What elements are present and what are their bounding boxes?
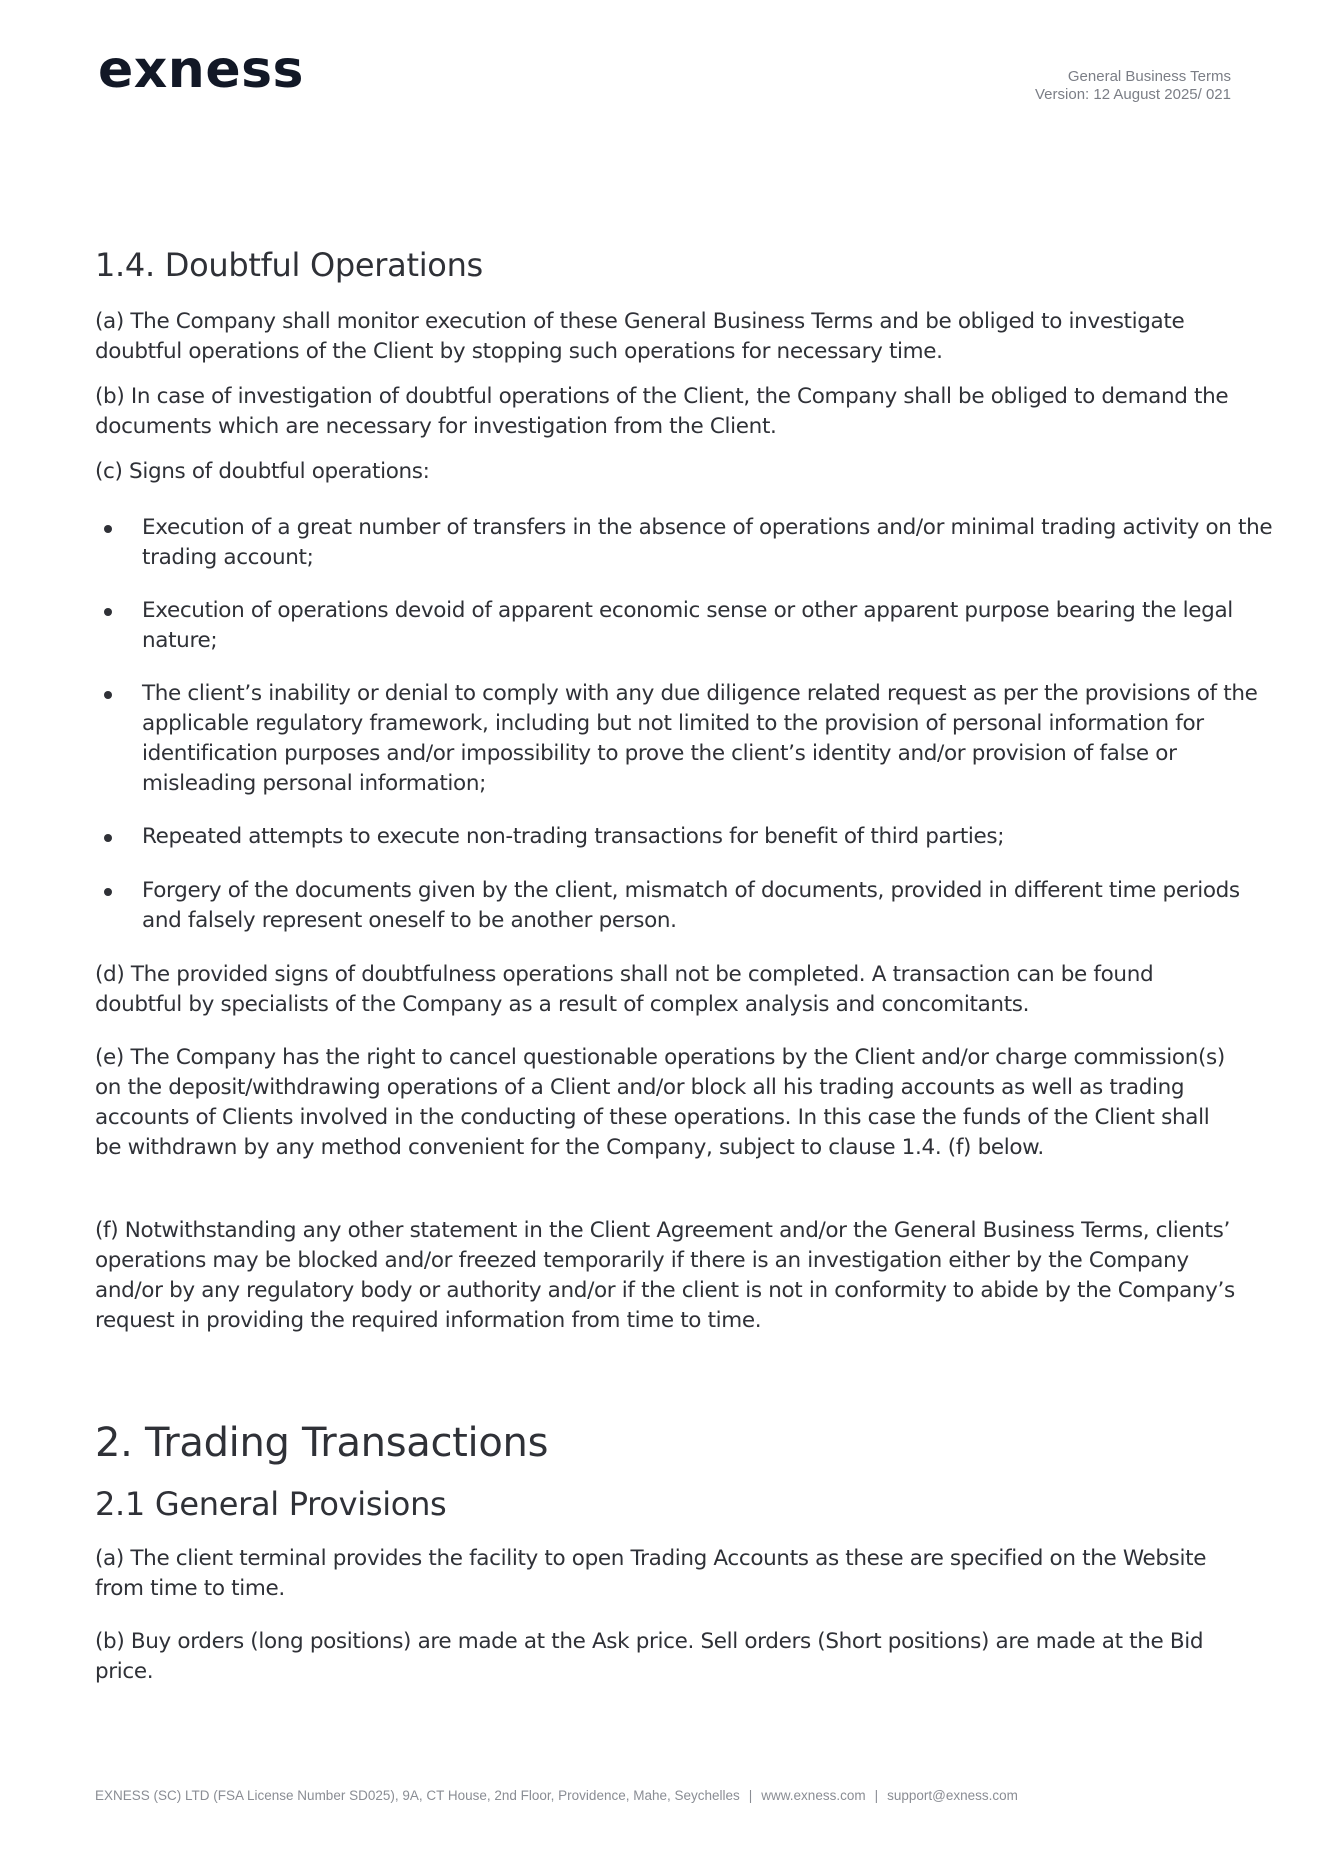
page-footer [95,1788,1018,1803]
paragraph-2-1-a: (a) The client terminal provides the facility to open Trading Accounts as these are specified on the Website from time to time. [95,1546,1207,1601]
bullet-icon [104,834,112,842]
paragraph-1-4-a: (a) The Company shall monitor execution of these General Business Terms and be obliged to investigate doubtful operations of the Client by stopping such operations for necessary time. [95,309,1185,364]
paragraph-1-4-c: (c) Signs of doubtful operations: [95,459,430,484]
section-heading-2-1: 2.1 General Provisions [95,1485,447,1523]
bullet-icon [104,525,112,533]
footer-company: EXNESS (SC) LTD (FSA License Number SD025), 9A, CT House, 2nd Floor, Providence, Mahe, Seychelles [95,1788,740,1803]
document-meta [1035,68,1231,104]
company-logo: exness [98,40,304,100]
list-item-text: Forgery of the documents given by the client, mismatch of documents, provided in different time periods and falsely represent oneself to be another person. [142,878,1240,933]
list-item-text: Execution of a great number of transfers in the absence of operations and/or minimal trading activity on the trading account; [142,515,1273,570]
list-item-text: Execution of operations devoid of apparent economic sense or other apparent purpose bearing the legal nature; [142,598,1233,653]
footer-separator: | [874,1788,879,1803]
list-item-text: Repeated attempts to execute non-trading transactions for benefit of third parties; [142,824,1005,849]
section-heading-2: 2. Trading Transactions [95,1420,549,1466]
document-title: General Business Terms [1067,68,1231,85]
paragraph-1-4-e: (e) The Company has the right to cancel questionable operations by the Client and/or charge commission(s) on the deposit/withdrawing operations of a Client and/or block all his trading accounts as well as trading accounts of Clients involved in the conducting of these operations. In this case the funds of the Client shall be withdrawn by any method convenient for the Company, subject to clause 1.4. (f) below. [95,1045,1225,1160]
footer-email-link[interactable]: support@exness.com [887,1788,1018,1803]
section-heading-1-4: 1.4. Doubtful Operations [95,246,483,284]
footer-separator: | [748,1788,753,1803]
bullet-icon [104,691,112,699]
list-item-text: The client’s inability or denial to comply with any due diligence related request as per the provisions of the applicable regulatory framework, including but not limited to the provision of personal information for identification purposes and/or impossibility to prove the client’s identity and/or provision of false or misleading personal information; [142,681,1258,796]
paragraph-2-1-b: (b) Buy orders (long positions) are made at the Ask price. Sell orders (Short positions) are made at the Bid price. [95,1629,1204,1684]
footer-website-link[interactable]: www.exness.com [761,1788,866,1803]
bullet-icon [104,888,112,896]
bullet-icon [104,608,112,616]
paragraph-1-4-b: (b) In case of investigation of doubtful operations of the Client, the Company shall be obliged to demand the documents which are necessary for investigation from the Client. [95,384,1229,439]
document-version: Version: 12 August 2025/ 021 [1035,86,1231,103]
paragraph-1-4-f: (f) Notwithstanding any other statement in the Client Agreement and/or the General Business Terms, clients’ operations may be blocked and/or freezed temporarily if there is an investigation either by the Company and/or by any regulatory body or authority and/or if the client is not in conformity to abide by the Company’s request in providing the required information from time to time. [95,1218,1235,1333]
paragraph-1-4-d: (d) The provided signs of doubtfulness operations shall not be completed. A transaction can be found doubtful by specialists of the Company as a result of complex analysis and concomitants. [95,962,1154,1017]
